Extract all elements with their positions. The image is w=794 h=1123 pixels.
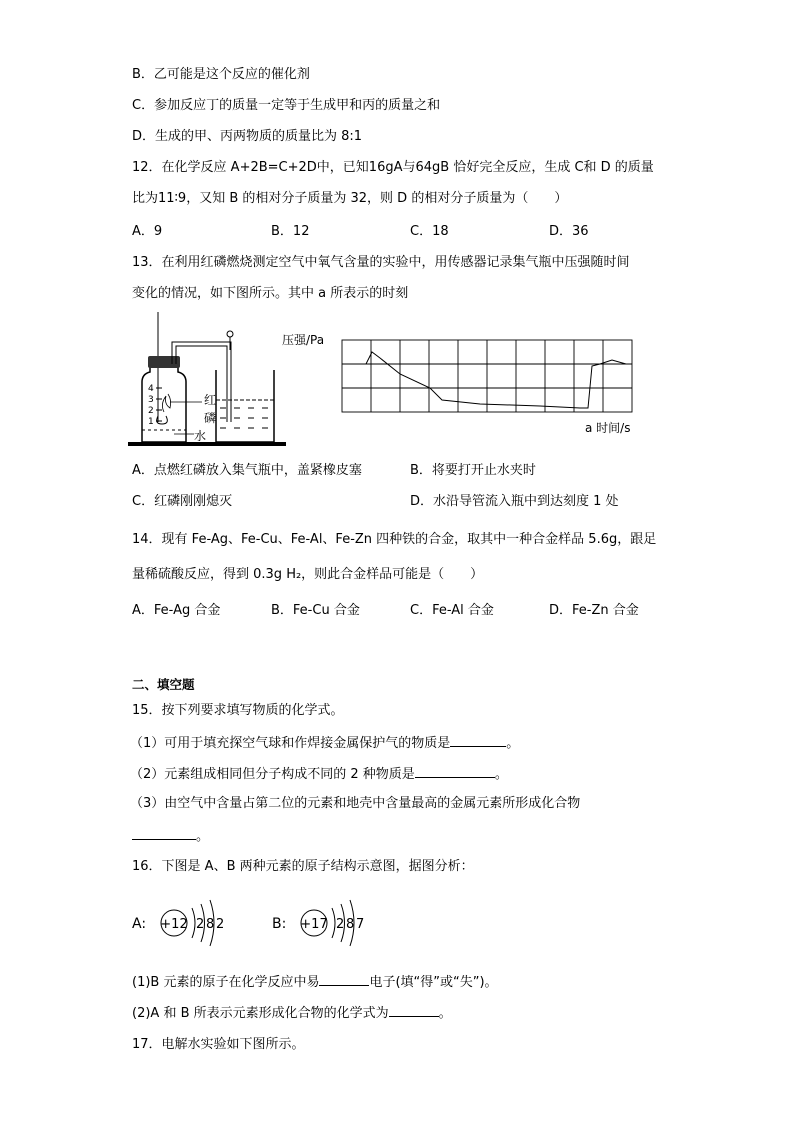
q13-stem-line2: 变化的情况，如下图所示。其中 a 所表示的时刻: [132, 286, 409, 301]
q13-option-d: D．水沿导管流入瓶中到达刻度 1 处: [410, 494, 619, 509]
atom-b-nucleus-charge: +17: [300, 917, 328, 932]
q15-part-1: [130, 733, 519, 753]
q12-stem-line2: 比为11∶9，又知 B 的相对分子质量为 32，则 D 的相对分子质量为（ ）: [132, 191, 568, 206]
label-water: 水: [194, 429, 207, 443]
atom-b-structure-diagram: [268, 898, 388, 952]
q15-blank-3[interactable]: [132, 826, 196, 840]
q15-part-3-period: 。: [196, 829, 210, 844]
graph-xlabel: a 时间/s: [585, 421, 631, 435]
q16-part-2-start: (2)A 和 B 所表示元素形成化合物的化学式为: [132, 1006, 389, 1021]
atom-b-electrons-shell-2: 8: [346, 917, 355, 932]
q12-option-a: A．9: [132, 224, 163, 239]
q14-option-c: C．Fe-Al 合金: [410, 603, 494, 618]
q16-part-1: [132, 972, 498, 992]
q17-stem: 17．电解水实验如下图所示。: [132, 1037, 305, 1052]
q16-blank-1[interactable]: [319, 972, 369, 986]
q12-option-c: C．18: [410, 224, 449, 239]
q15-part-3-answer: [132, 826, 209, 846]
flame-icon: [162, 394, 170, 412]
scale-mark-4: 4: [148, 384, 154, 394]
q15-part-3: （3）由空气中含量占第二位的元素和地壳中含量最高的金属元素所形成化合物: [130, 796, 581, 811]
q13-stem-line1: 13．在利用红磷燃烧测定空气中氧气含量的实验中，用传感器记录集气瓶中压强随时间: [132, 255, 630, 270]
q13-option-a: A．点燃红磷放入集气瓶中，盖紧橡皮塞: [132, 463, 362, 478]
atom-a-label: A:: [132, 916, 147, 932]
q14-stem-line1: 14．现有 Fe-Ag、Fe-Cu、Fe-Al、Fe-Zn 四种铁的合金，取其中一种合金样品 5.6g，跟足: [132, 532, 657, 547]
q13-option-b: B．将要打开止水夹时: [410, 463, 536, 478]
pressure-curve: [342, 352, 626, 408]
atom-b-label: B:: [272, 916, 287, 932]
q12-option-d: D．36: [549, 224, 589, 239]
q14-stem-line2: 量稀硫酸反应，得到 0.3g H₂，则此合金样品可能是（ ）: [132, 567, 484, 582]
q15-part-1-period: 。: [506, 736, 520, 751]
q15-part-2: [130, 764, 508, 784]
q15-blank-1[interactable]: [450, 733, 506, 747]
connecting-tube: [172, 342, 231, 422]
q12-stem-line1: 12．在化学反应 A+2B=C+2D中，已知16gA与64gB 恰好完全反应，生成 C和 D 的质量: [132, 160, 654, 175]
section-title-fill-in: 二、填空题: [132, 677, 195, 692]
q11-option-c: C．参加反应丁的质量一定等于生成甲和丙的质量之和: [132, 98, 441, 113]
q12-option-b: B．12: [271, 224, 310, 239]
atom-b-electrons-shell-1: 2: [336, 917, 345, 932]
q15-stem: 15．按下列要求填写物质的化学式。: [132, 703, 344, 718]
q15-part-2-period: 。: [494, 767, 508, 782]
pressure-time-graph: [280, 330, 650, 440]
q11-option-b: B．乙可能是这个反应的催化剂: [132, 67, 310, 82]
red-phosphorus-apparatus-figure: [128, 312, 288, 452]
q15-part-1-text: （1）可用于填充探空气球和作焊接金属保护气的物质是: [130, 736, 451, 751]
scale-mark-3: 3: [148, 395, 154, 405]
q16-part-1-end: 电子(填“得”或“失”)。: [369, 975, 498, 990]
scale-mark-1: 1: [148, 417, 154, 427]
atom-a-nucleus-charge: +12: [160, 917, 188, 932]
q16-stem: 16．下图是 A、B 两种元素的原子结构示意图，据图分析：: [132, 859, 474, 874]
atom-b-shell-1: [332, 908, 335, 938]
atom-a-electrons-shell-2: 8: [206, 917, 215, 932]
label-red: 红: [204, 393, 217, 407]
clamp-icon: [227, 331, 233, 337]
q16-part-2: [132, 1003, 452, 1023]
q16-part-2-period: 。: [438, 1006, 452, 1021]
atom-a-electrons-shell-3: 2: [216, 917, 225, 932]
q16-blank-2[interactable]: [389, 1003, 439, 1017]
q16-part-1-start: (1)B 元素的原子在化学反应中易: [132, 975, 320, 990]
rubber-stopper: [148, 356, 180, 368]
q14-option-b: B．Fe-Cu 合金: [271, 603, 360, 618]
q14-option-d: D．Fe-Zn 合金: [549, 603, 639, 618]
q11-option-d: D．生成的甲、丙两物质的质量比为 8:1: [132, 129, 363, 144]
beaker: [216, 370, 274, 442]
scale-mark-2: 2: [148, 406, 154, 416]
q15-part-2-text: （2）元素组成相同但分子构成不同的 2 种物质是: [130, 767, 415, 782]
label-phosphorus: 磷: [204, 411, 217, 425]
q14-option-a: A．Fe-Ag 合金: [132, 603, 221, 618]
atom-a-electrons-shell-1: 2: [196, 917, 205, 932]
atom-a-shell-1: [192, 908, 195, 938]
graph-ylabel: 压强/Pa: [282, 333, 325, 347]
atom-a-structure-diagram: [128, 898, 248, 952]
q15-blank-2[interactable]: [415, 764, 495, 778]
q13-option-c: C．红磷刚刚熄灭: [132, 494, 233, 509]
atom-b-electrons-shell-3: 7: [356, 917, 365, 932]
